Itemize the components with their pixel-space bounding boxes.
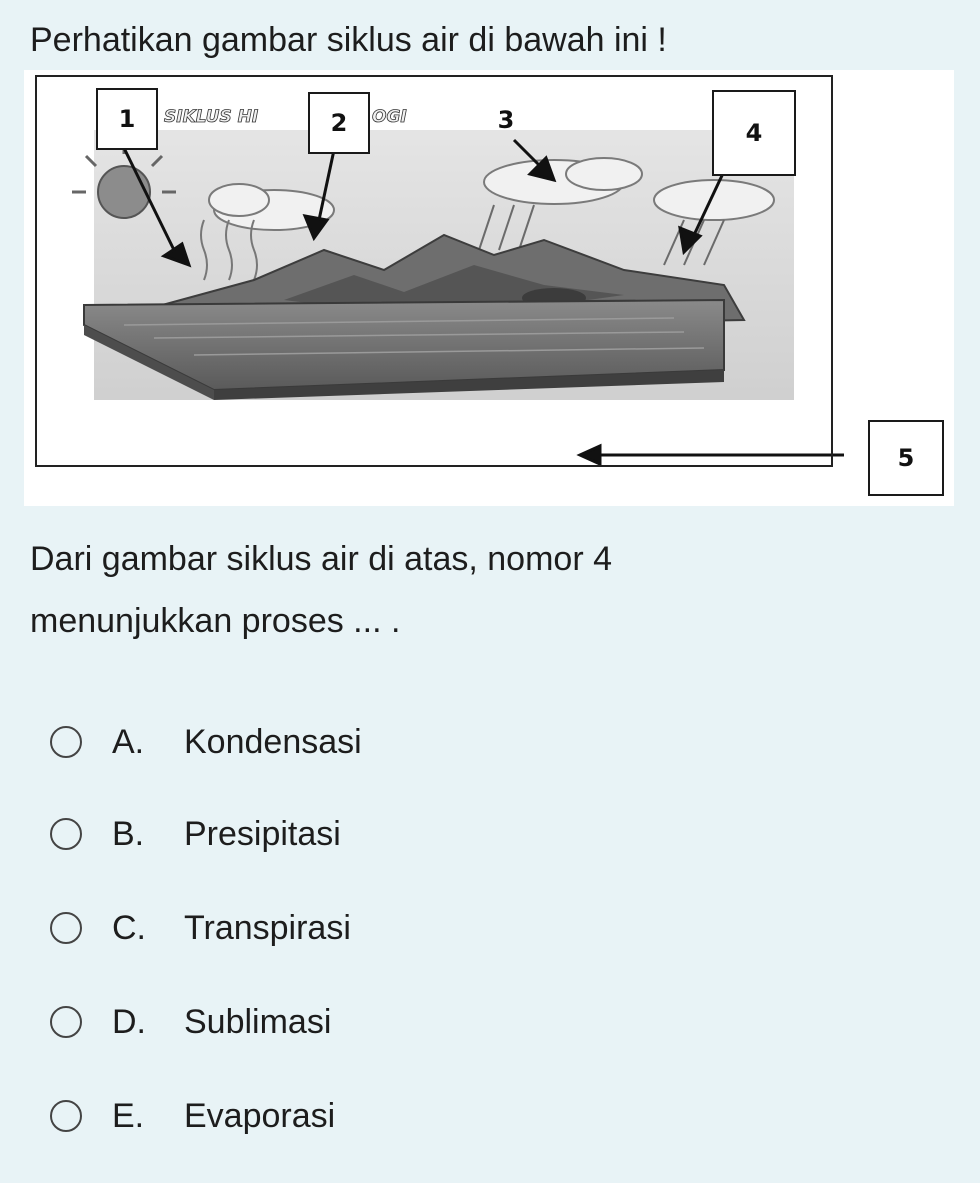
option-label: Transpirasi bbox=[184, 908, 351, 947]
water-cycle-figure bbox=[24, 70, 954, 506]
option-letter: E. bbox=[112, 1096, 145, 1135]
option-letter: D. bbox=[112, 1002, 146, 1041]
option-label: Presipitasi bbox=[184, 814, 341, 853]
option-label: Sublimasi bbox=[184, 1002, 332, 1041]
radio-button[interactable] bbox=[50, 818, 82, 850]
label-box-4: 4 bbox=[712, 90, 796, 176]
label-box-5: 5 bbox=[868, 420, 944, 496]
option-letter: A. bbox=[112, 722, 145, 761]
radio-button[interactable] bbox=[50, 1006, 82, 1038]
banner-text: SIKLUS HI bbox=[164, 107, 259, 127]
label-box-1: 1 bbox=[96, 88, 158, 150]
label-box-3: 3 bbox=[497, 106, 515, 134]
option-e[interactable] bbox=[50, 1086, 335, 1146]
question-text bbox=[30, 528, 930, 652]
option-label: Evaporasi bbox=[184, 1096, 336, 1135]
radio-button[interactable] bbox=[50, 726, 82, 758]
radio-button[interactable] bbox=[50, 1100, 82, 1132]
question-title: Perhatikan gambar siklus air di bawah ini ! bbox=[30, 21, 667, 59]
option-letter: B. bbox=[112, 814, 145, 853]
option-b[interactable] bbox=[50, 804, 341, 864]
question-line-2: menunjukkan proses ... . bbox=[30, 602, 401, 640]
label-box-2: 2 bbox=[308, 92, 370, 154]
option-letter: C. bbox=[112, 908, 146, 947]
radio-button[interactable] bbox=[50, 912, 82, 944]
banner-text-tail: OGI bbox=[372, 107, 407, 127]
option-d[interactable] bbox=[50, 992, 331, 1052]
option-a[interactable] bbox=[50, 712, 362, 772]
question-line-1: Dari gambar siklus air di atas, nomor 4 bbox=[30, 540, 613, 578]
option-c[interactable] bbox=[50, 898, 351, 958]
option-label: Kondensasi bbox=[184, 722, 362, 761]
